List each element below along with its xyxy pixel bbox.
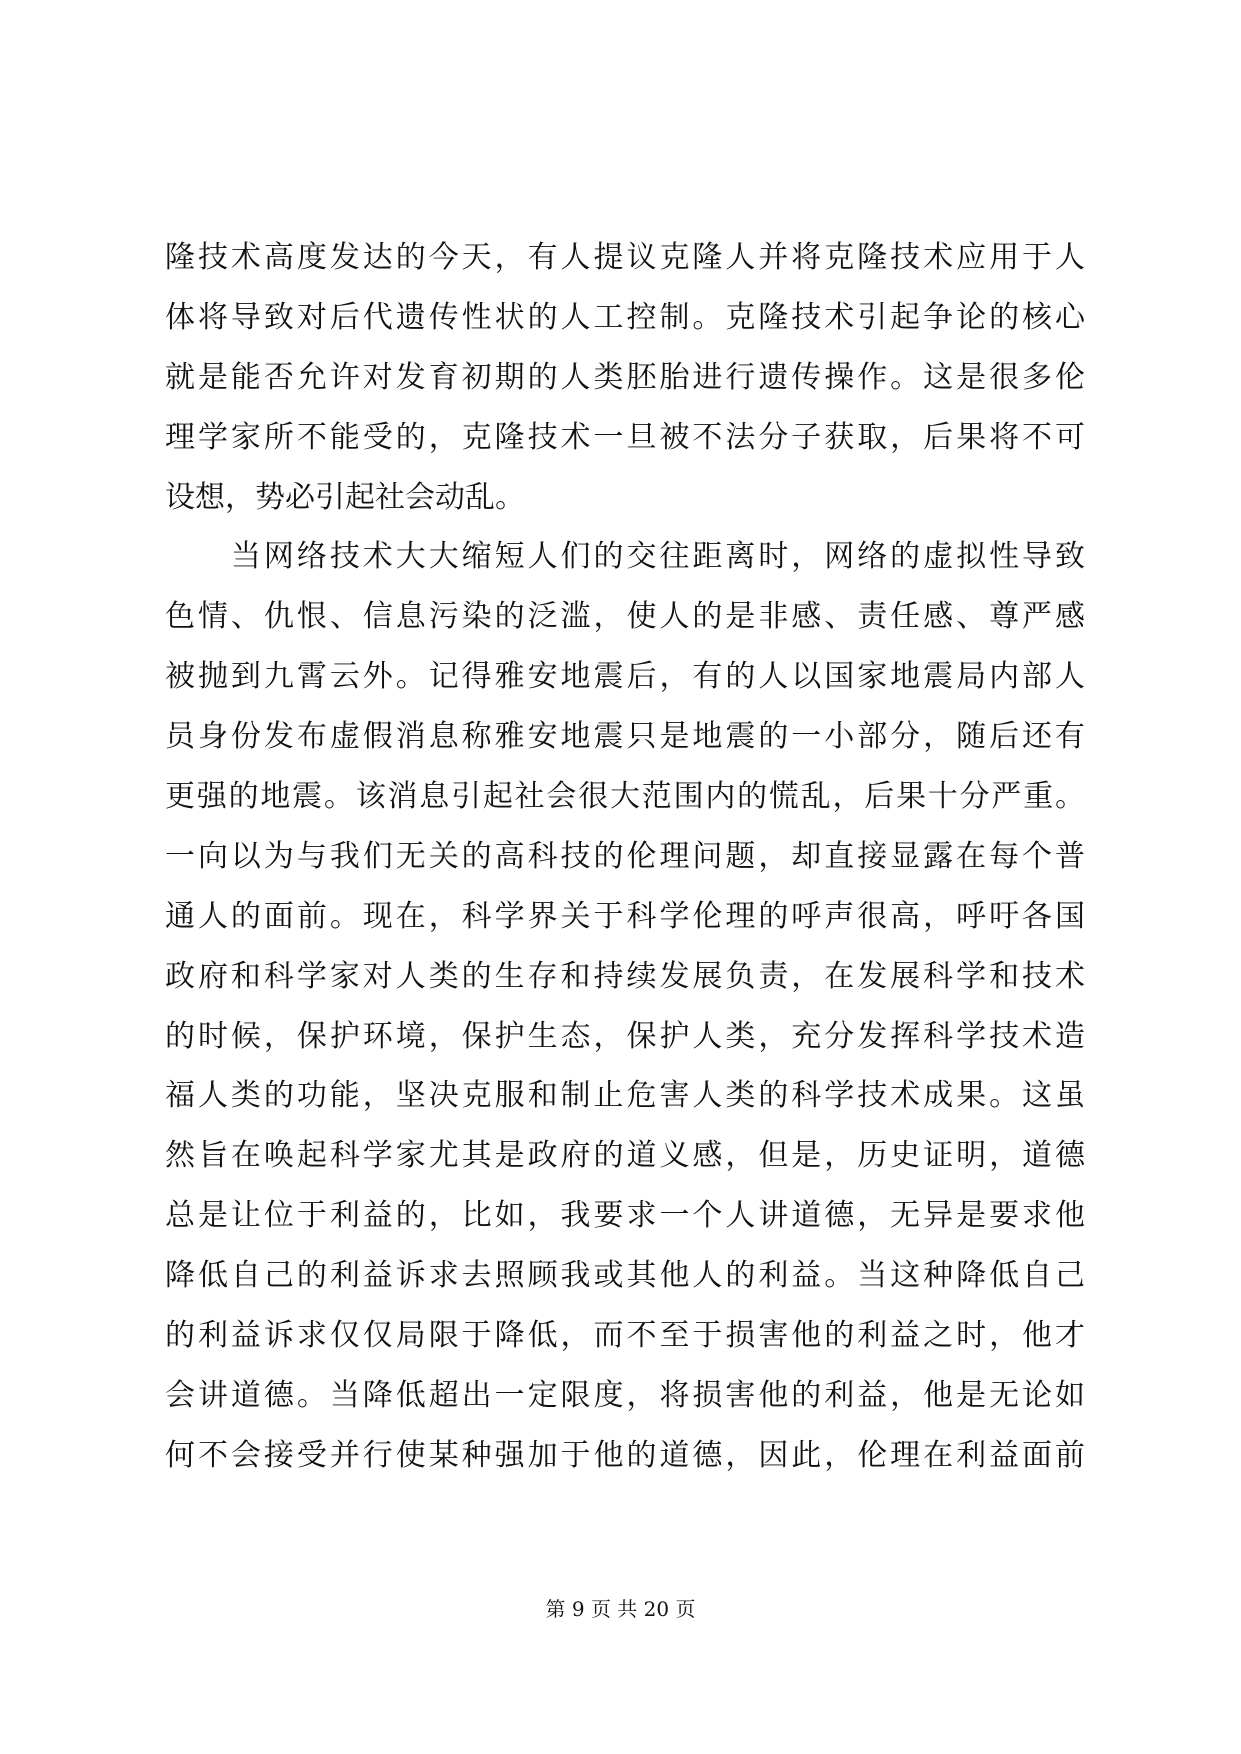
body-text (165, 228, 1085, 1486)
text-line: 色情、仇恨、信息污染的泛滥，使人的是非感、责任感、尊严感 (165, 599, 1085, 635)
text-line: 何不会接受并行使某种强加于他的道德，因此，伦理在利益面前 (165, 1437, 1085, 1473)
text-line: 的时候，保护环境，保护生态，保护人类，充分发挥科学技术造 (165, 1018, 1085, 1054)
text-line: 设想，势必引起社会动乱。 (165, 479, 525, 515)
text-line: 更强的地震。该消息引起社会很大范围内的慌乱，后果十分严重。 (165, 779, 1085, 815)
text-line: 会讲道德。当降低超出一定限度，将损害他的利益，他是无论如 (165, 1377, 1085, 1413)
text-line: 隆技术高度发达的今天，有人提议克隆人并将克隆技术应用于人 (165, 240, 1085, 275)
text-line: 福人类的功能，坚决克服和制止危害人类的科学技术成果。这虽 (165, 1078, 1085, 1114)
text-line: 就是能否允许对发育初期的人类胚胎进行遗传操作。这是很多伦 (165, 359, 1085, 395)
text-line: 当网络技术大大缩短人们的交往距离时，网络的虚拟性导致 (165, 539, 1085, 575)
text-line: 一向以为与我们无关的高科技的伦理问题，却直接显露在每个普 (165, 838, 1085, 874)
text-line: 被抛到九霄云外。记得雅安地震后，有的人以国家地震局内部人 (165, 659, 1085, 695)
text-line: 总是让位于利益的，比如，我要求一个人讲道德，无异是要求他 (165, 1198, 1085, 1234)
text-line: 通人的面前。现在，科学界关于科学伦理的呼声很高，呼吁各国 (165, 898, 1085, 934)
text-line: 理学家所不能受的，克隆技术一旦被不法分子获取，后果将不可 (165, 419, 1085, 455)
page-number-footer: 第 9 页 共 20 页 (545, 1597, 696, 1621)
text-line: 降低自己的利益诉求去照顾我或其他人的利益。当这种降低自己 (165, 1258, 1085, 1294)
text-line: 的利益诉求仅仅局限于降低，而不至于损害他的利益之时，他才 (165, 1318, 1085, 1354)
text-line: 然旨在唤起科学家尤其是政府的道义感，但是，历史证明，道德 (165, 1138, 1085, 1174)
text-line: 员身份发布虚假消息称雅安地震只是地震的一小部分，随后还有 (165, 719, 1085, 755)
text-line: 政府和科学家对人类的生存和持续发展负责，在发展科学和技术 (165, 958, 1085, 994)
text-line: 体将导致对后代遗传性状的人工控制。克隆技术引起争论的核心 (165, 299, 1085, 335)
